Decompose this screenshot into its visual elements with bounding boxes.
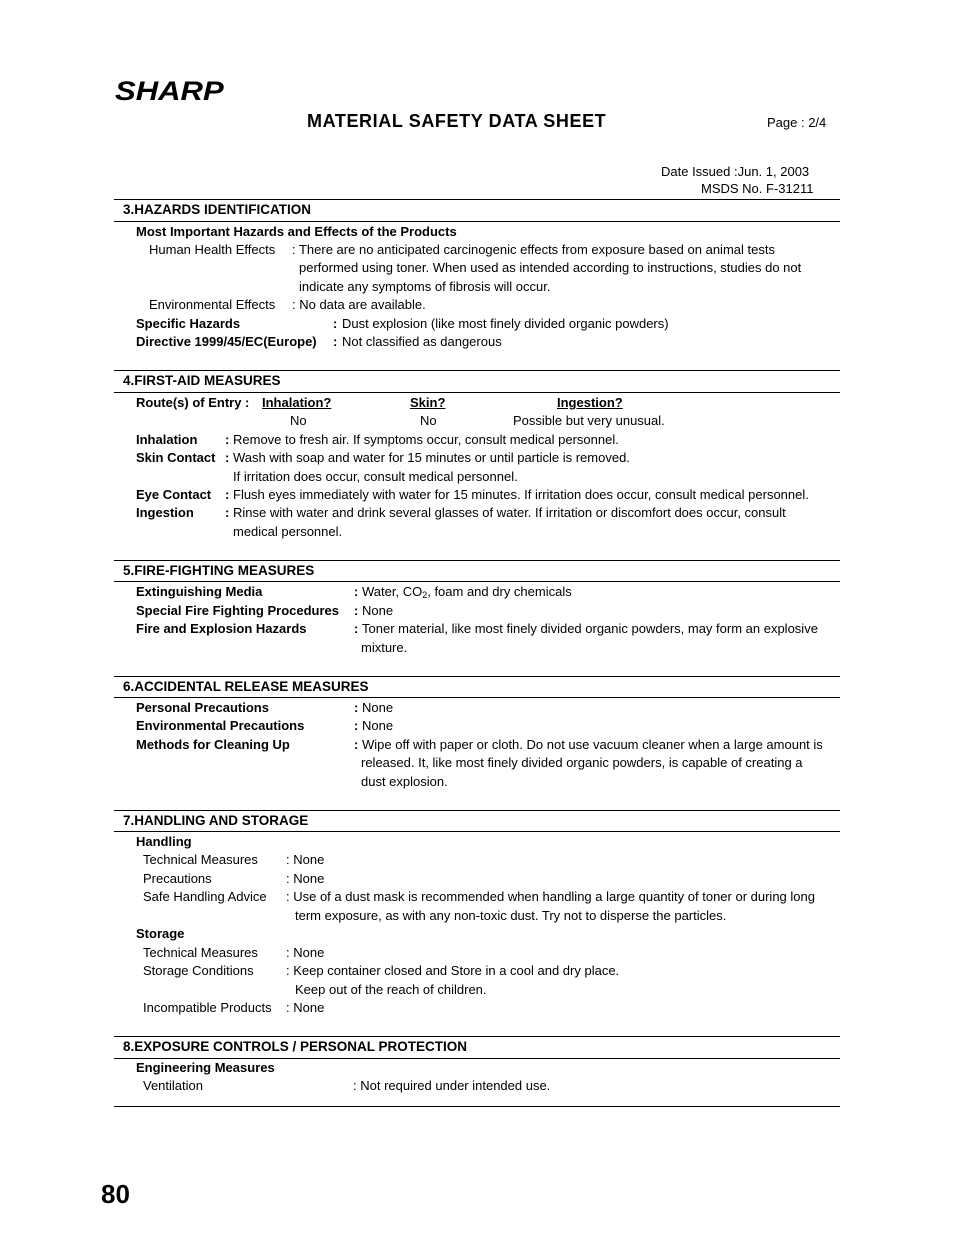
field-label: Extinguishing Media [136,584,263,599]
field-value [362,584,572,600]
subheading: Most Important Hazards and Effects of the Products [136,224,457,239]
subscript: 2 [422,590,428,600]
field-value: Dust explosion (like most finely divided organic powders) [342,316,669,331]
field-value: Rinse with water and drink several glasses of water. If irritation or discomfort does occur, consult [233,505,786,520]
divider [114,697,840,698]
field-label: Inhalation [136,432,198,447]
field-label: Human Health Effects [149,242,276,257]
field-value: None [362,718,394,733]
colon: : [225,487,230,502]
document-title: MATERIAL SAFETY DATA SHEET [307,111,607,131]
divider [114,560,840,561]
section-title-first-aid: 4.FIRST-AID MEASURES [123,373,281,388]
field-label: Environmental Effects [149,297,276,312]
field-value: term exposure, as with any non-toxic dust. Try not to disperse the particles. [295,908,727,923]
subheading: Engineering Measures [136,1060,275,1075]
text-part: , foam and dry chemicals [427,584,572,599]
divider [114,392,840,393]
field-label: Route(s) of Entry : [136,395,250,410]
colon: : [225,450,230,465]
field-value: : Keep container closed and Store in a cool and dry place. [286,963,620,978]
field-value: : None [286,852,325,867]
cell-value: Possible but very unusual. [513,413,665,428]
field-value: : No data are available. [292,297,426,312]
colon: : [225,432,230,447]
field-label: Environmental Precautions [136,718,305,733]
divider [114,1036,840,1037]
colon: : [354,737,359,752]
column-header-ingestion: Ingestion? [557,395,623,410]
field-label: Ventilation [143,1078,203,1093]
field-value: : Not required under intended use. [353,1078,551,1093]
field-label: Technical Measures [143,852,258,867]
field-value: : Use of a dust mask is recommended when handling a large quantity of toner or during long [286,889,815,904]
field-value: Not classified as dangerous [342,334,502,349]
section-title-exposure-controls: 8.EXPOSURE CONTROLS / PERSONAL PROTECTION [123,1039,468,1054]
cell-value: No [420,413,437,428]
field-label: Special Fire Fighting Procedures [136,603,339,618]
divider [114,1058,840,1059]
colon: : [354,718,359,733]
colon: : [354,584,359,599]
colon: : [354,621,359,636]
field-value: Keep out of the reach of children. [295,982,487,997]
field-label: Storage Conditions [143,963,254,978]
field-label: Eye Contact [136,487,212,502]
subheading: Handling [136,834,192,849]
field-label: Ingestion [136,505,194,520]
field-value: : None [286,945,325,960]
section-title-handling-storage: 7.HANDLING AND STORAGE [123,813,309,828]
divider [114,199,840,200]
field-value: Flush eyes immediately with water for 15 minutes. If irritation does occur, consult medical personnel. [233,487,809,502]
field-value: Wipe off with paper or cloth. Do not use vacuum cleaner when a large amount is [362,737,823,752]
column-header-inhalation: Inhalation? [262,395,332,410]
divider [114,221,840,222]
field-value: mixture. [361,640,408,655]
field-label: Personal Precautions [136,700,269,715]
field-value: performed using toner. When used as intended according to instructions, studies do not [299,260,802,275]
field-label: Safe Handling Advice [143,889,267,904]
field-value: None [362,700,394,715]
divider [114,1106,840,1107]
field-label: Skin Contact [136,450,216,465]
divider [114,676,840,677]
field-label: Precautions [143,871,212,886]
page-indicator: Page : 2/4 [767,115,827,130]
field-value: : None [286,1000,325,1015]
subheading: Storage [136,926,185,941]
field-label: Incompatible Products [143,1000,272,1015]
field-value: If irritation does occur, consult medical personnel. [233,469,518,484]
sharp-logo: SHARP [115,76,224,106]
colon: : [333,316,338,331]
field-value: released. It, like most finely divided organic powders, is capable of creating a [361,755,803,770]
field-value: dust explosion. [361,774,448,789]
divider [114,370,840,371]
divider [114,581,840,582]
section-title-hazards: 3.HAZARDS IDENTIFICATION [123,202,311,217]
field-value: indicate any symptoms of fibrosis will occur. [299,279,551,294]
colon: : [333,334,338,349]
section-title-accidental-release: 6.ACCIDENTAL RELEASE MEASURES [123,679,369,694]
divider [114,810,840,811]
field-label: Technical Measures [143,945,258,960]
section-title-fire-fighting: 5.FIRE-FIGHTING MEASURES [123,563,315,578]
field-value: medical personnel. [233,524,343,539]
text-part: Water, CO [362,584,423,599]
colon: : [354,603,359,618]
msds-number: MSDS No. F-31211 [701,181,814,196]
field-value: Toner material, like most finely divided organic powders, may form an explosive [362,621,818,636]
field-label: Fire and Explosion Hazards [136,621,307,636]
colon: : [225,505,230,520]
field-label: Methods for Cleaning Up [136,737,290,752]
cell-value: No [290,413,307,428]
field-value: None [362,603,394,618]
field-label: Directive 1999/45/EC(Europe) [136,334,317,349]
column-header-skin: Skin? [410,395,446,410]
field-value: : There are no anticipated carcinogenic effects from exposure based on animal tests [292,242,775,257]
date-issued: Date Issued :Jun. 1, 2003 [661,164,810,179]
field-value: Remove to fresh air. If symptoms occur, consult medical personnel. [233,432,619,447]
field-value: Wash with soap and water for 15 minutes or until particle is removed. [233,450,630,465]
field-value: : None [286,871,325,886]
page-number: 80 [101,1179,130,1209]
colon: : [354,700,359,715]
divider [114,831,840,832]
field-label: Specific Hazards [136,316,241,331]
